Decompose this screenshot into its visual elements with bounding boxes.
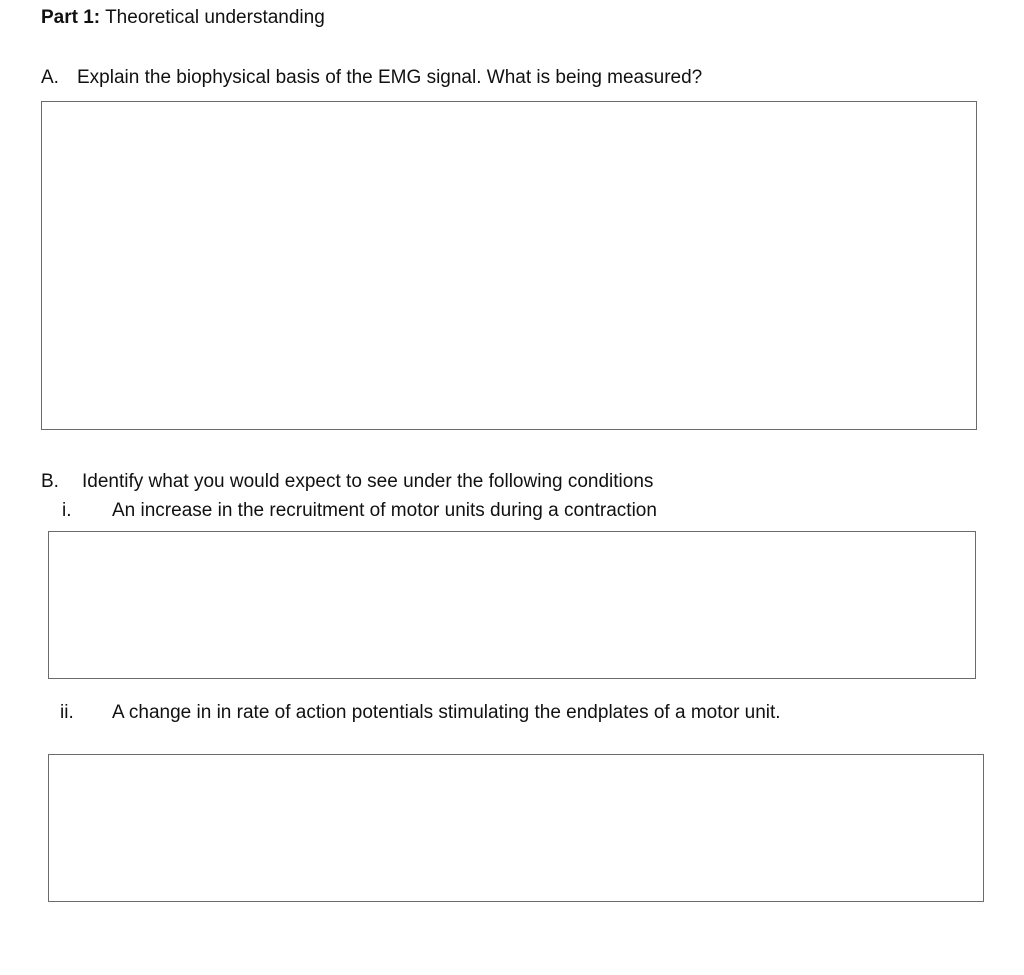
question-a bbox=[41, 67, 702, 89]
question-a-text: Explain the biophysical basis of the EMG signal. What is being measured? bbox=[77, 67, 703, 88]
question-b-text: Identify what you would expect to see under the following conditions bbox=[82, 471, 654, 492]
answer-box-b-ii[interactable] bbox=[48, 754, 984, 902]
answer-box-b-i[interactable] bbox=[48, 531, 976, 679]
question-a-marker: A. bbox=[41, 67, 59, 88]
question-b-item-ii bbox=[60, 702, 781, 724]
part-heading bbox=[41, 7, 325, 29]
item-i-text: An increase in the recruitment of motor units during a contraction bbox=[112, 500, 657, 521]
answer-box-a[interactable] bbox=[41, 101, 977, 430]
item-i-marker: i. bbox=[62, 500, 72, 521]
part-title: Theoretical understanding bbox=[105, 7, 325, 28]
part-label: Part 1: bbox=[41, 7, 101, 28]
item-ii-marker: ii. bbox=[60, 702, 74, 723]
question-b-marker: B. bbox=[41, 471, 59, 492]
question-b bbox=[41, 471, 653, 493]
question-b-item-i bbox=[62, 500, 657, 522]
item-ii-text: A change in in rate of action potentials stimulating the endplates of a motor unit. bbox=[112, 702, 781, 723]
